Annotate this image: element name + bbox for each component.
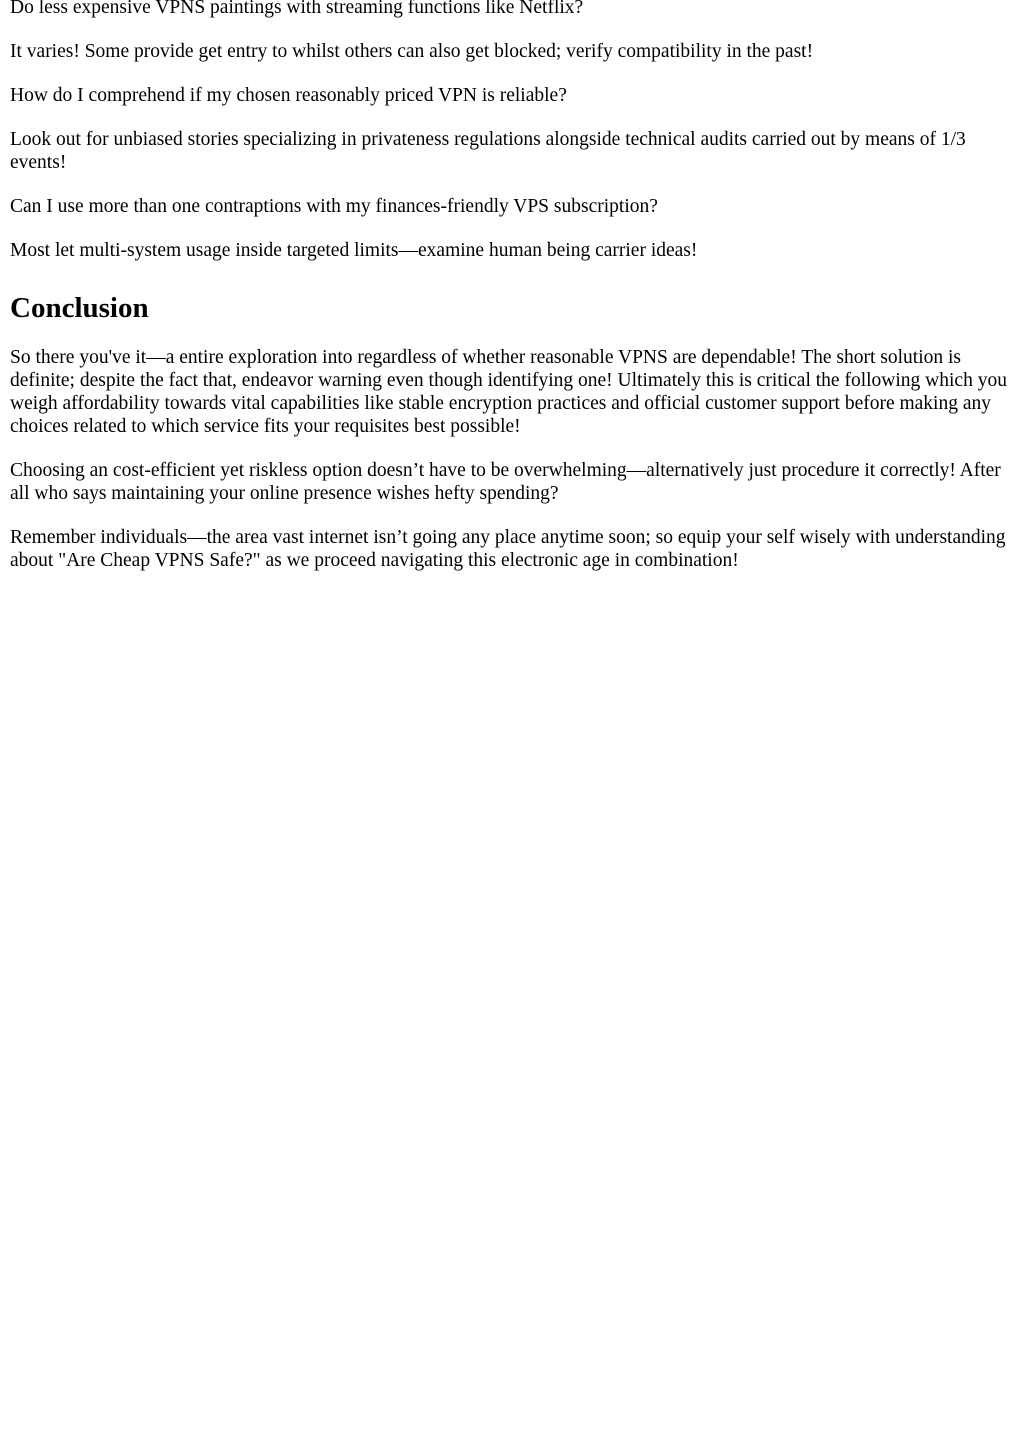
- article-body: [0, 0, 1024, 572]
- conclusion-heading: Conclusion: [10, 292, 149, 324]
- conclusion-paragraph: Choosing an cost-efficient yet riskless option doesn’t have to be overwhelming—alternatively just procedure it correctly! After all who says maintaining your online presence wishes hefty spending?: [10, 460, 1001, 504]
- faq-answer: Most let multi-system usage inside targeted limits—examine human being carrier ideas!: [10, 240, 698, 261]
- faq-question: How do I comprehend if my chosen reasonably priced VPN is reliable?: [10, 85, 567, 106]
- faq-section: [10, 0, 1014, 262]
- faq-answer: It varies! Some provide get entry to whilst others can also get blocked; verify compatibility in the past!: [10, 41, 814, 62]
- faq-answer: Look out for unbiased stories specializing in privateness regulations alongside technical audits carried out by means of 1/3 events!: [10, 129, 966, 173]
- faq-question: Can I use more than one contraptions with my finances-friendly VPS subscription?: [10, 196, 658, 217]
- faq-question: Do less expensive VPNS paintings with streaming functions like Netflix?: [10, 0, 584, 18]
- conclusion-section: [10, 291, 1014, 572]
- conclusion-paragraph: Remember individuals—the area vast internet isn’t going any place anytime soon; so equip your self wisely with understanding about "Are Cheap VPNS Safe?" as we proceed navigating this electronic age in combination!: [10, 527, 1006, 571]
- conclusion-paragraph: So there you've it—a entire exploration into regardless of whether reasonable VPNS are dependable! The short solution is definite; despite the fact that, endeavor warning even though identifying one! Ultimately this is critical the following which you weigh affordability towards vital capabilities like stable encryption practices and official customer support before making any choices related to which service fits your requisites best possible!: [10, 347, 1007, 437]
